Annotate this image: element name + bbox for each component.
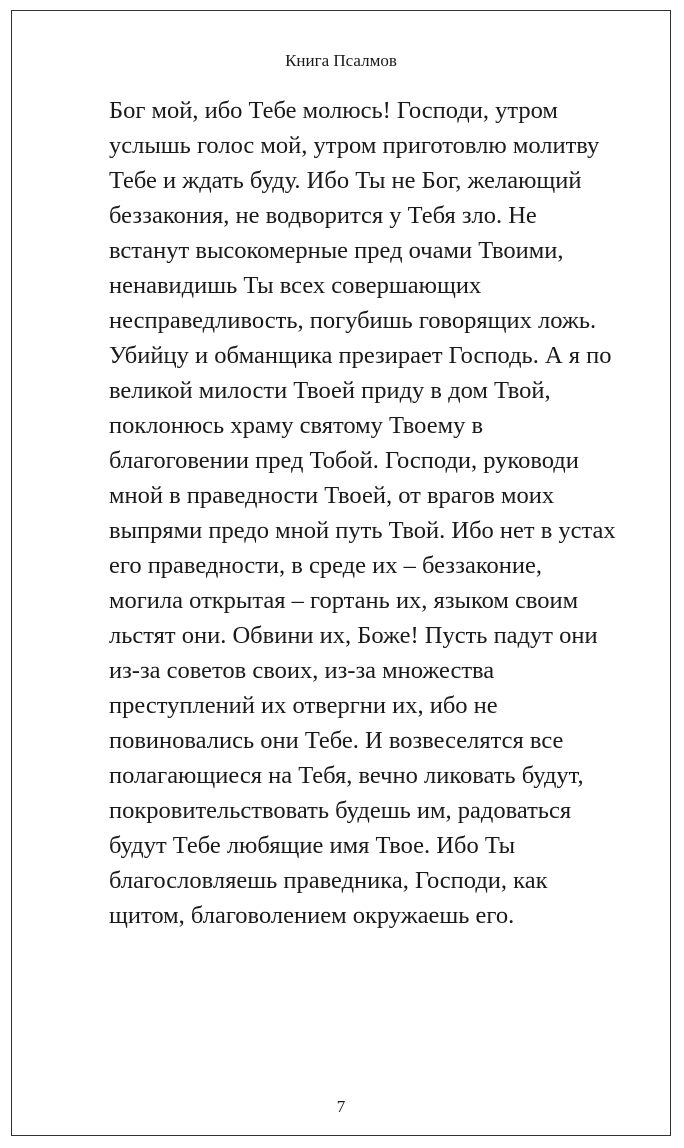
page-number: 7 bbox=[336, 1097, 346, 1116]
text-line: Тебе и ждать буду. Ибо Ты не Бог, желающий bbox=[109, 167, 582, 194]
text-line: полагающиеся на Тебя, вечно ликовать будут, bbox=[109, 762, 584, 789]
text-line: щитом, благоволением окружаешь его. bbox=[109, 902, 515, 929]
text-line: благословляешь праведника, Господи, как bbox=[109, 867, 548, 894]
text-line: его праведности, в среде их – беззаконие, bbox=[109, 552, 542, 579]
text-line: великой милости Твоей приду в дом Твой, bbox=[109, 377, 551, 404]
text-line: услышь голос мой, утром приготовлю молитву bbox=[109, 132, 600, 159]
text-line: покровительствовать будешь им, радоваться bbox=[109, 797, 572, 824]
text-line: из-за советов своих, из-за множества bbox=[109, 657, 495, 684]
text-line: выпрями предо мной путь Твой. Ибо нет в устах bbox=[109, 517, 616, 544]
text-line: будут Тебе любящие имя Твое. Ибо Ты bbox=[109, 832, 516, 859]
text-line: Убийцу и обманщика презирает Господь. А я по bbox=[109, 342, 612, 369]
text-line: льстят они. Обвини их, Боже! Пусть падут они bbox=[109, 622, 598, 649]
text-line: ненавидишь Ты всех совершающих bbox=[109, 272, 482, 299]
text-line: благоговении пред Тобой. Господи, руководи bbox=[109, 447, 579, 474]
text-line: мной в праведности Твоей, от врагов моих bbox=[109, 482, 555, 509]
text-line: могила открытая – гортань их, языком своим bbox=[109, 587, 579, 614]
text-line: Бог мой, ибо Тебе молюсь! Господи, утром bbox=[109, 97, 558, 124]
running-head: Книга Псалмов bbox=[285, 51, 397, 70]
text-line: повиновались они Тебе. И возвеселятся все bbox=[109, 727, 564, 754]
text-line: несправедливость, погубишь говорящих ложь. bbox=[109, 307, 597, 334]
text-line: беззакония, не водворится у Тебя зло. Не bbox=[109, 202, 537, 229]
text-line: поклонюсь храму святому Твоему в bbox=[109, 412, 484, 439]
text-line: встанут высокомерные пред очами Твоими, bbox=[109, 237, 564, 264]
text-line: преступлений их отвергни их, ибо не bbox=[109, 692, 498, 719]
body-text bbox=[109, 93, 669, 933]
page-frame bbox=[11, 10, 671, 1136]
